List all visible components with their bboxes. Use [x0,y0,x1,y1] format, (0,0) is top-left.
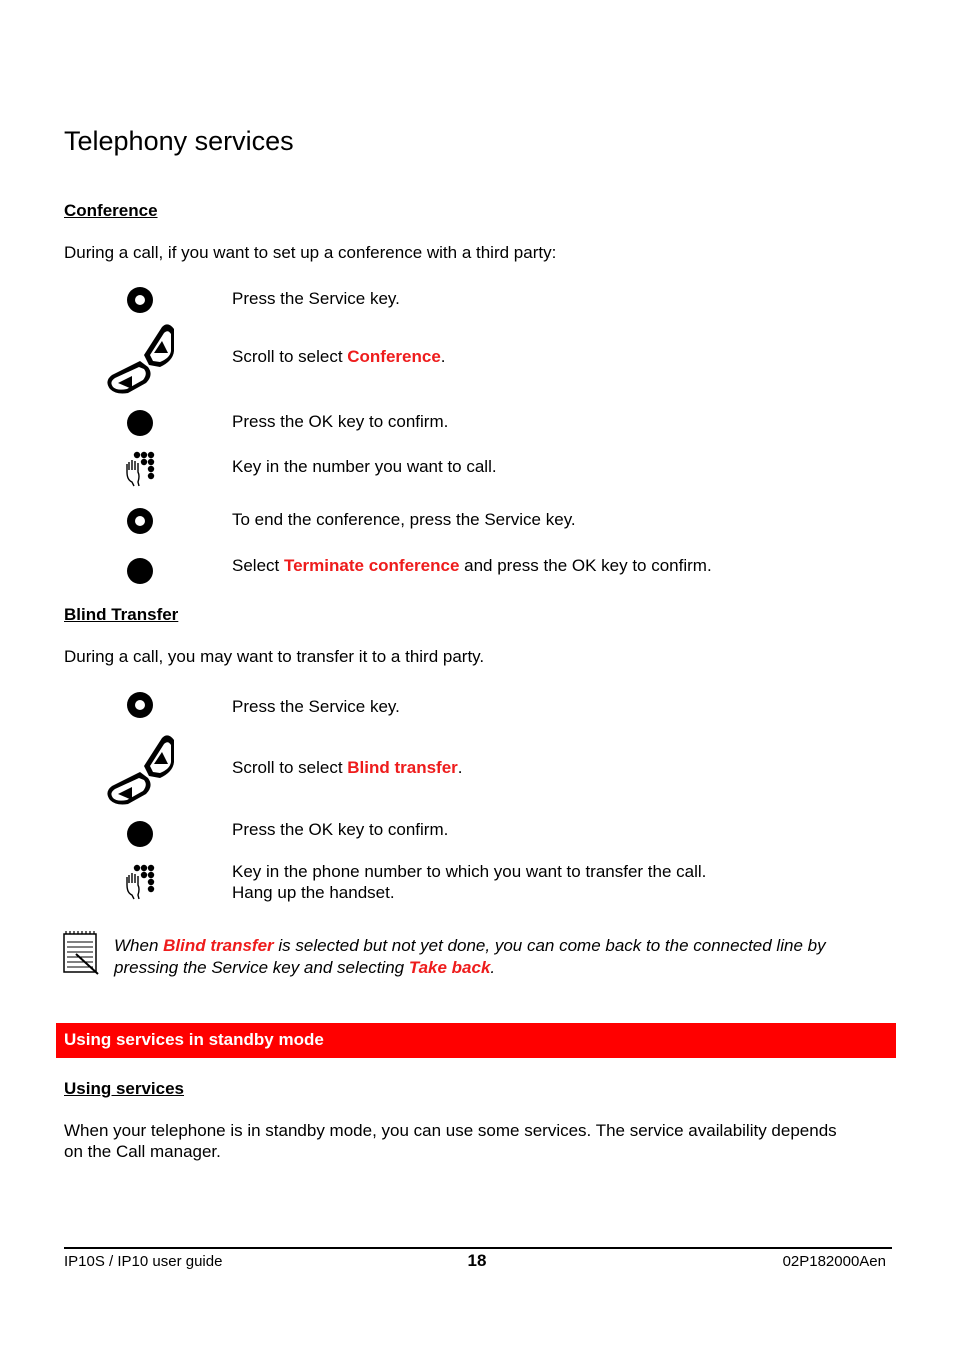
footer-guide-title: IP10S / IP10 user guide [64,1253,223,1270]
bt-step-2-end: . [457,758,463,777]
note-text [114,935,874,978]
conf-step-2-menu-item: Conference [347,347,441,366]
conf-step-2 [232,346,446,367]
footer-rule [64,1247,892,1249]
blind-transfer-heading: Blind Transfer [64,605,179,624]
page-number: 18 [467,1251,487,1270]
footer-doc-ref: 02P182000Aen [782,1253,886,1270]
conference-heading: Conference [64,201,158,220]
conf-step-1: Press the Service key. [232,289,400,308]
bt-step-4 [232,861,706,903]
conf-step-6-end: and press the OK key to confirm. [459,556,712,575]
note-menu-item-blind-transfer: Blind transfer [163,936,274,955]
bt-step-4-line-1: Key in the phone number to which you want to transfer the call. [232,862,707,881]
note-pad-icon [62,930,102,976]
using-services-text: When your telephone is in standby mode, you can use some services. The service availability depends on the Call manager. [64,1121,837,1161]
conf-step-2-text: Scroll to select [232,347,348,366]
conf-step-5: To end the conference, press the Service key. [232,510,576,529]
conf-step-3: Press the OK key to confirm. [232,412,449,431]
bt-step-2 [232,757,463,778]
service-key-icon [126,691,154,719]
navigation-keys-icon [104,732,178,806]
bt-step-3: Press the OK key to confirm. [232,820,449,839]
section-banner: Using services in standby mode [56,1023,896,1058]
bt-step-1: Press the Service key. [232,697,400,716]
service-key-icon [126,286,154,314]
bt-step-2-menu-item: Blind transfer [347,758,458,777]
note-part-1: When [114,936,164,955]
using-services-heading: Using services [64,1079,185,1098]
keypad-hand-icon [124,450,156,488]
ok-key-icon [126,409,154,437]
conference-intro: During a call, if you want to set up a conference with a third party: [64,243,557,262]
conf-step-2-end: . [440,347,446,366]
conf-step-6-menu-item: Terminate conference [283,556,460,575]
service-key-icon [126,507,154,535]
bt-step-2-text: Scroll to select [232,758,348,777]
blind-transfer-intro: During a call, you may want to transfer it to a third party. [64,647,485,666]
page-title: Telephony services [64,126,294,156]
note-menu-item-take-back: Take back [408,957,491,977]
conf-step-4: Key in the number you want to call. [232,457,497,476]
ok-key-icon [126,557,154,585]
keypad-hand-icon [124,863,156,901]
conf-step-6-text: Select [232,556,284,575]
note-part-3: . [490,957,496,977]
ok-key-icon [126,820,154,848]
note-part-2: is selected but not yet done, you can come back to the connected line by pressing the Service key and selecting [114,936,826,977]
navigation-keys-icon [104,321,178,395]
conf-step-6 [232,555,712,576]
bt-step-4-line-2: Hang up the handset. [232,883,395,902]
